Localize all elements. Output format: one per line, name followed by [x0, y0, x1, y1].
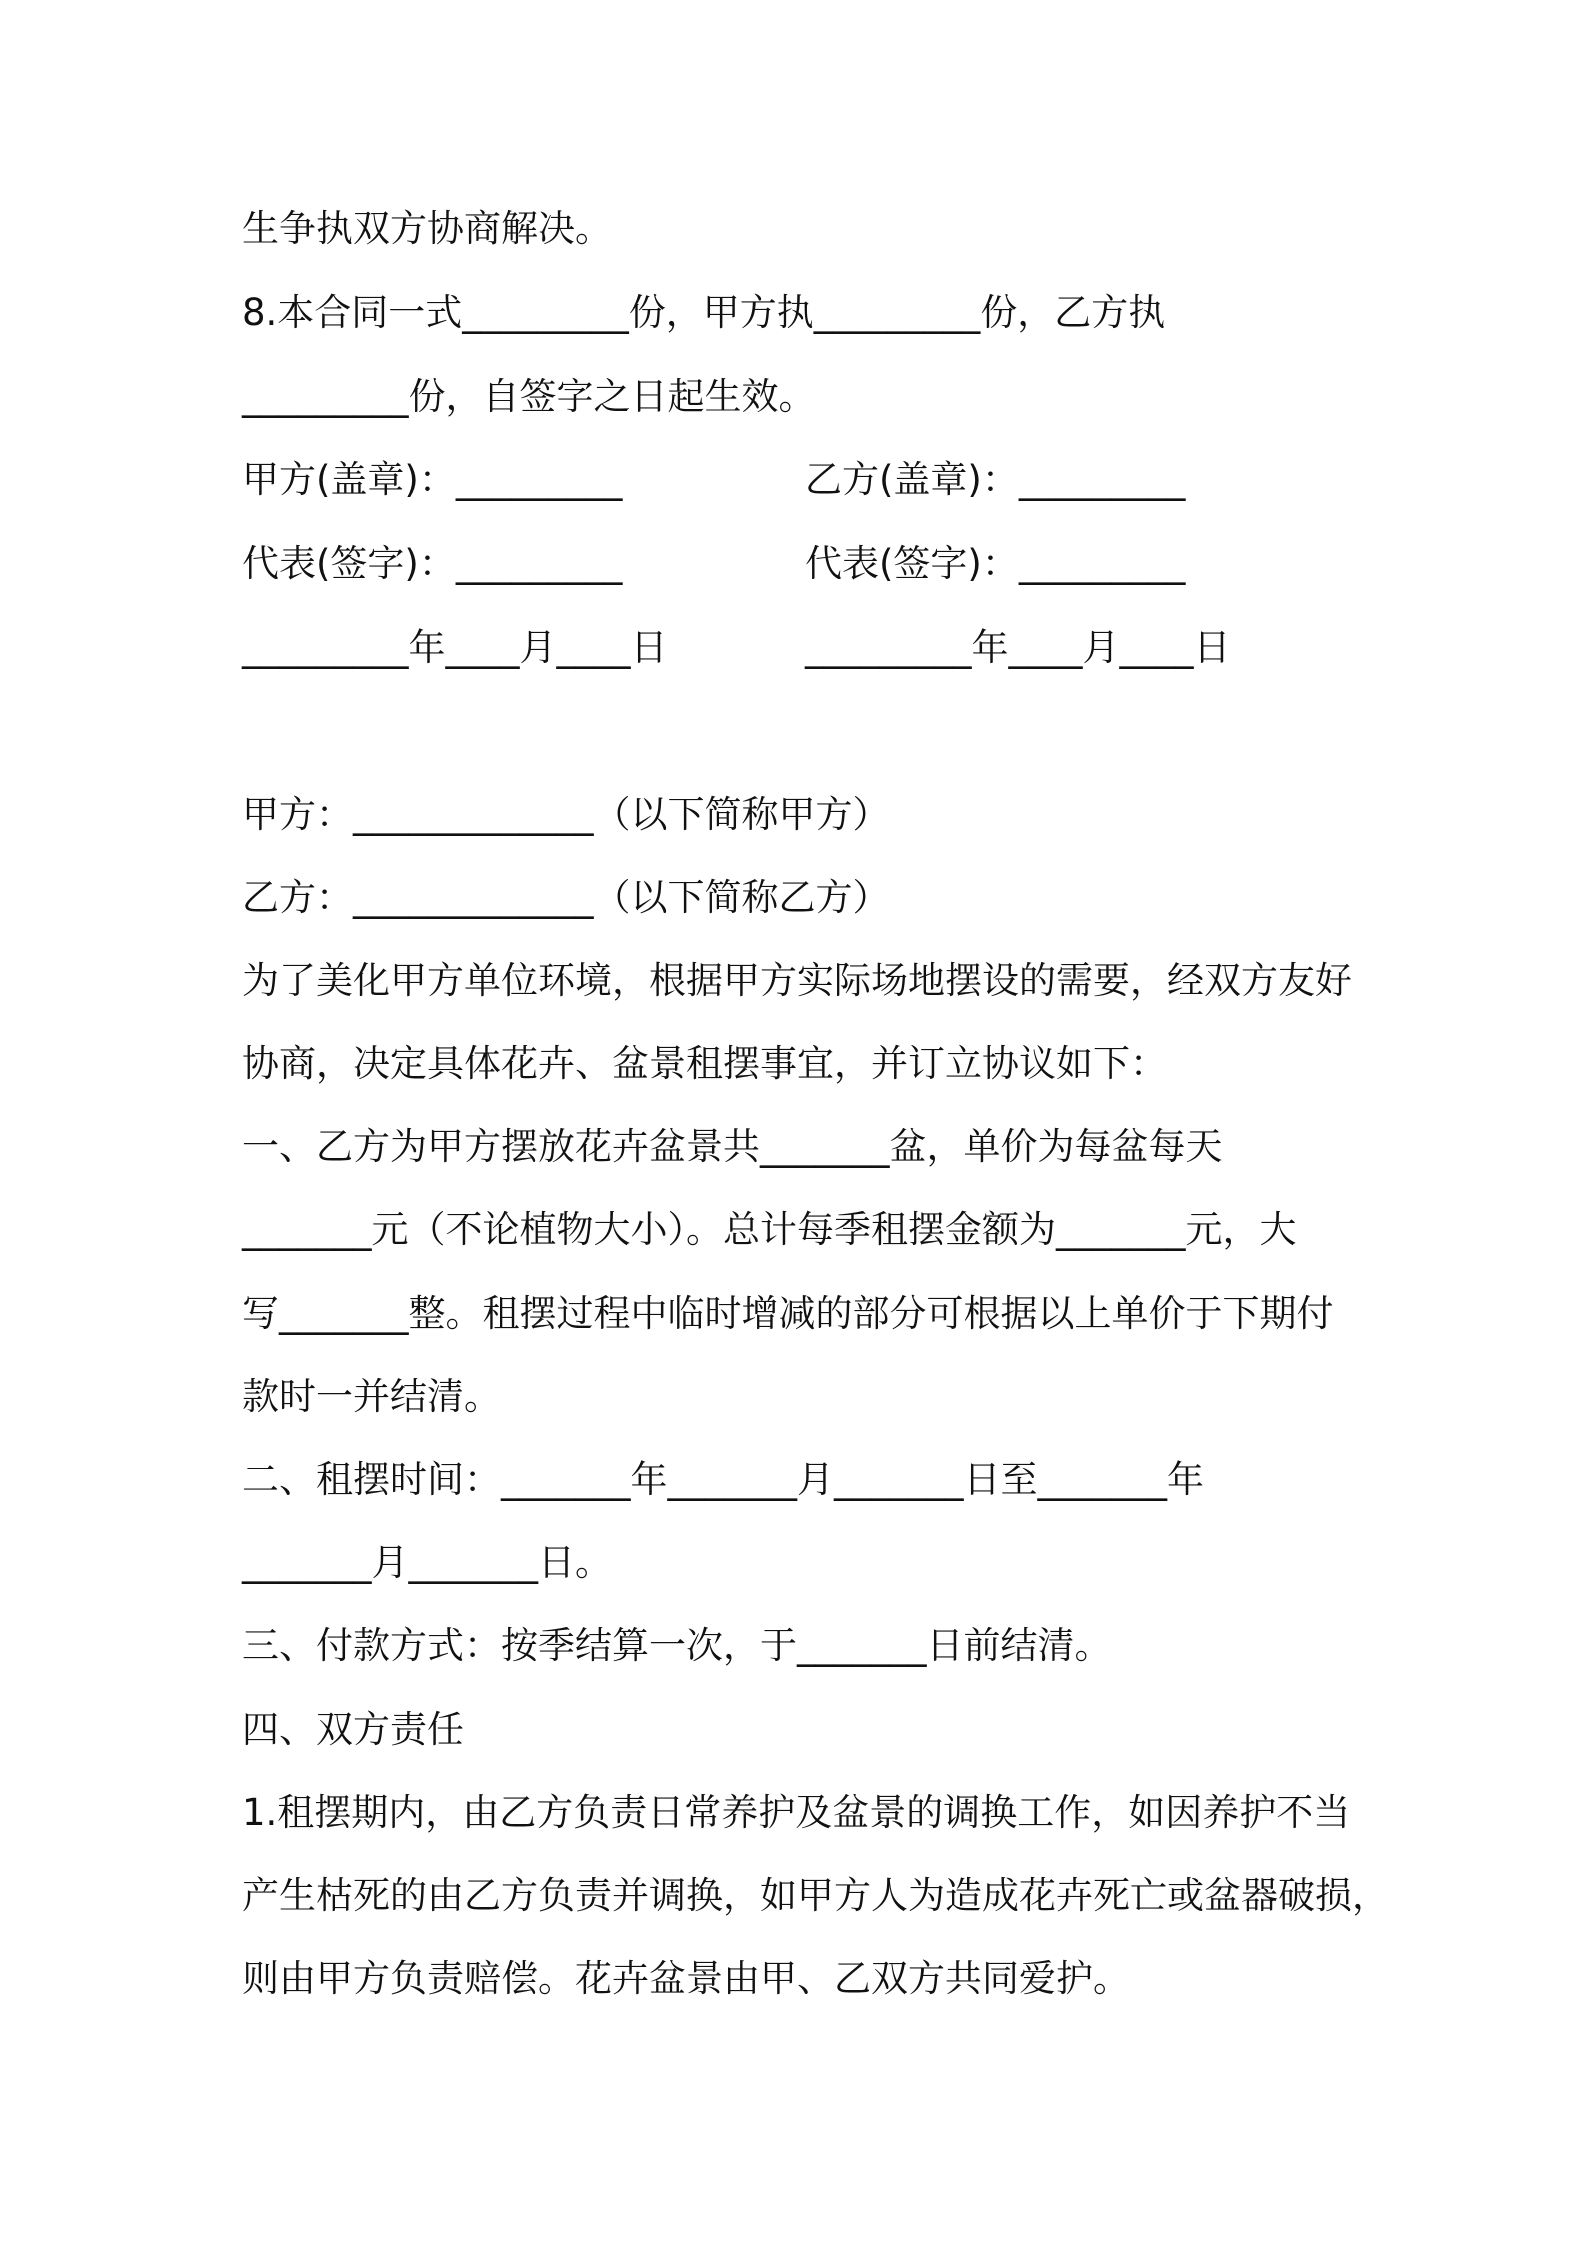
contract-line: 四、双方责任 — [242, 1708, 464, 1751]
party-a-date: _________年____月____日 — [242, 626, 668, 669]
party-a-seal: 甲方(盖章)：_________ — [242, 458, 623, 501]
party-b-date: _________年____月____日 — [805, 626, 1231, 669]
contract-line: 甲方：_____________（以下简称甲方） — [242, 793, 890, 836]
contract-line: 款时一并结清。 — [242, 1375, 501, 1418]
contract-line: 产生枯死的由乙方负责并调换，如甲方人为造成花卉死亡或盆器破损， — [242, 1874, 1389, 1917]
text-line: 生争执双方协商解决。 — [242, 207, 612, 250]
contract-line: _______元（不论植物大小）。总计每季租摆金额为_______元，大 — [242, 1208, 1297, 1251]
contract-line: 三、付款方式：按季结算一次，于_______日前结清。 — [242, 1624, 1112, 1667]
party-b-representative: 代表(签字)：_________ — [805, 542, 1186, 585]
contract-line: 写_______整。租摆过程中临时增减的部分可根据以上单价于下期付 — [242, 1292, 1334, 1335]
contract-line: 协商，决定具体花卉、盆景租摆事宜，并订立协议如下： — [242, 1042, 1167, 1085]
party-b-seal: 乙方(盖章)：_________ — [805, 458, 1186, 501]
contract-line: 乙方：_____________（以下简称乙方） — [242, 876, 890, 919]
contract-line: 一、乙方为甲方摆放花卉盆景共_______盆，单价为每盆每天 — [242, 1125, 1223, 1168]
text-line: 8.本合同一式_________份，甲方执_________份，乙方执 — [242, 291, 1166, 334]
contract-line: _______月_______日。 — [242, 1541, 612, 1584]
contract-line: 为了美化甲方单位环境，根据甲方实际场地摆设的需要，经双方友好 — [242, 959, 1352, 1002]
contract-line: 1.租摆期内，由乙方负责日常养护及盆景的调换工作，如因养护不当 — [242, 1791, 1351, 1834]
party-a-representative: 代表(签字)：_________ — [242, 542, 623, 585]
text-line: _________份，自签字之日起生效。 — [242, 375, 816, 418]
contract-line: 二、租摆时间：_______年_______月_______日至_______年 — [242, 1458, 1204, 1501]
contract-line: 则由甲方负责赔偿。花卉盆景由甲、乙双方共同爱护。 — [242, 1957, 1130, 2000]
